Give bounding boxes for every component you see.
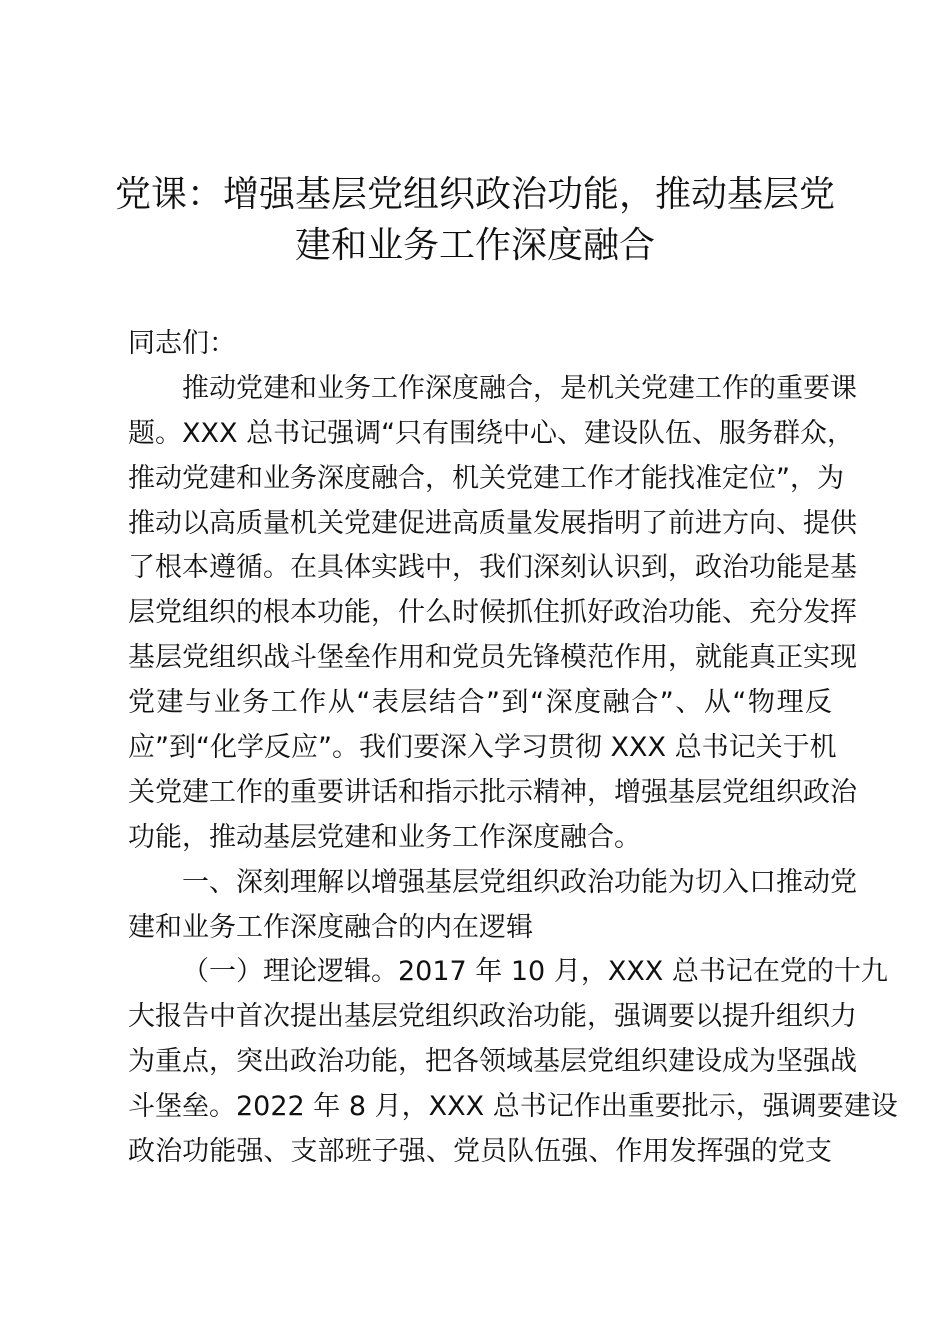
- text-line: 大报告中首次提出基层党组织政治功能，强调要以提升组织力: [128, 1001, 857, 1033]
- text-line: 基层党组织战斗堡垒作用和党员先锋模范作用，就能真正实现: [128, 642, 857, 674]
- text-line: 层党组织的根本功能，什么时候抓住抓好政治功能、充分发挥: [128, 597, 857, 629]
- text-line: 建和业务工作深度融合的内在逻辑: [128, 911, 533, 943]
- text-line: 推动以高质量机关党建促进高质量发展指明了前进方向、提供: [128, 507, 857, 539]
- text-line: （一）理论逻辑。2017 年 10 月，XXX 总书记在党的十九: [182, 956, 888, 988]
- document-title-line-1: 党课：增强基层党组织政治功能，推动基层党: [114, 174, 835, 215]
- text-line: 推动党建和业务深度融合，机关党建工作才能找准定位”，为: [128, 462, 844, 494]
- text-line: 关党建工作的重要讲话和指示批示精神，增强基层党组织政治: [128, 776, 857, 808]
- text-line: 为重点，突出政治功能，把各领域基层党组织建设成为坚强战: [128, 1046, 857, 1078]
- text-line: 党建与业务工作从“表层结合”到“深度融合”、从“物理反: [128, 687, 832, 719]
- text-line: 了根本遵循。在具体实践中，我们深刻认识到，政治功能是基: [128, 552, 857, 584]
- text-line: 同志们：: [128, 328, 236, 359]
- document-body: [128, 322, 898, 1175]
- text-line: 推动党建和业务工作深度融合，是机关党建工作的重要课: [182, 372, 857, 404]
- text-line: 题。XXX 总书记强调“只有围绕中心、建设队伍、服务群众，: [128, 417, 855, 449]
- text-line: 政治功能强、支部班子强、党员队伍强、作用发挥强的党支: [128, 1136, 832, 1168]
- text-line: 功能，推动基层党建和业务工作深度融合。: [128, 821, 641, 853]
- text-line: 一、深刻理解以增强基层党组织政治功能为切入口推动党: [182, 866, 857, 898]
- document-title-line-2: 建和业务工作深度融合: [294, 225, 655, 266]
- text-line: 斗堡垒。2022 年 8 月，XXX 总书记作出重要批示，强调要建设: [128, 1091, 898, 1123]
- text-line: 应”到“化学反应”。我们要深入学习贯彻 XXX 总书记关于机: [128, 732, 837, 764]
